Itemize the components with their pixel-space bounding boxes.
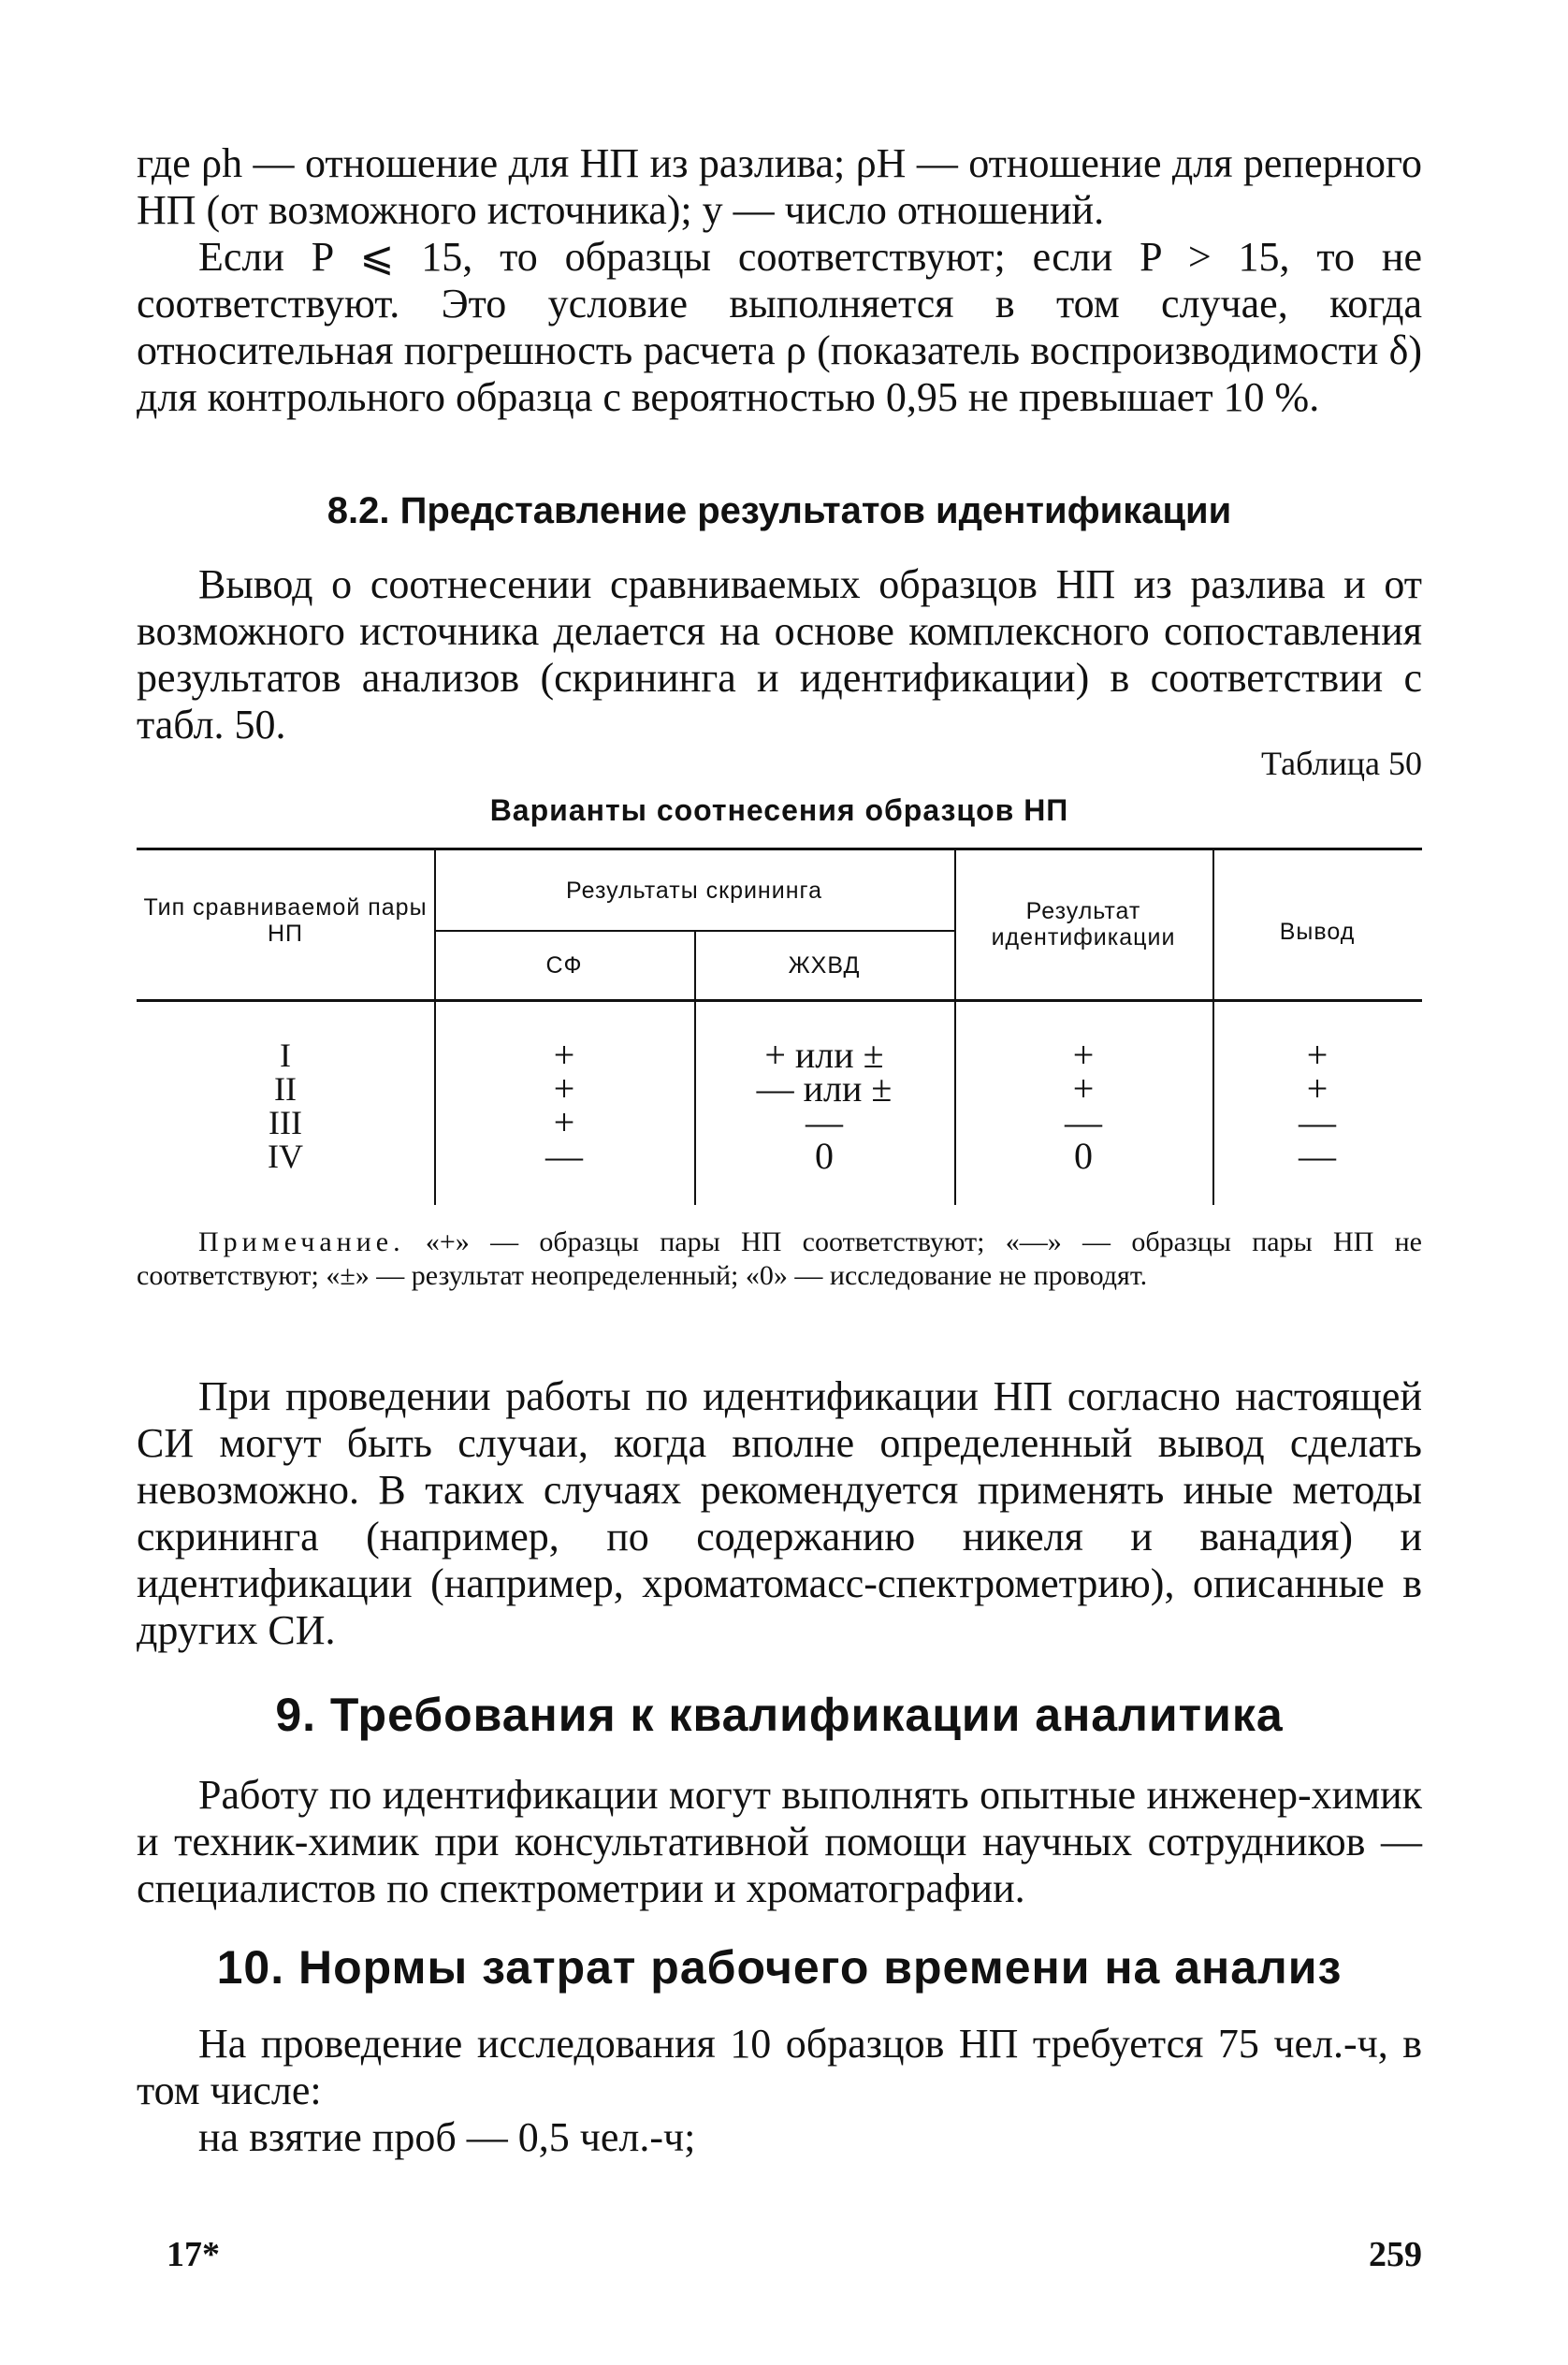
footer-signature: 17* (167, 2235, 220, 2274)
table-50 (137, 848, 1422, 1207)
table-caption (137, 745, 1422, 829)
table-rule-top (137, 848, 1422, 850)
section-heading-9 (137, 1688, 1422, 1742)
table-label: Таблица 50 (1261, 745, 1422, 782)
text-block-10 (137, 2021, 1422, 2161)
header-pair-type: Тип сравниваемой пары НП (143, 894, 428, 947)
header-zhkhvd: ЖХВД (788, 952, 861, 979)
column-conclusion: + + — — (1299, 1034, 1336, 1177)
paragraph-definitions: где ρh — отношение для НП из разлива; ρН — отношение для реперного НП (от возможного источника); y — число отношений. (137, 140, 1422, 233)
table-subheader-rule (434, 930, 954, 932)
section-title: 8.2. Представление результатов идентификации (327, 490, 1232, 531)
text-block-top (137, 140, 1422, 421)
section-heading-10 (137, 1940, 1422, 1995)
paragraph-sampling: на взятие проб — 0,5 чел.-ч; (198, 2114, 696, 2160)
header-screening: Результаты скрининга (566, 878, 822, 904)
column-sf: + + + — (545, 1034, 583, 1177)
section-heading-8-2 (137, 488, 1422, 533)
table-note (137, 1226, 1422, 1293)
header-identification: Результат идентификации (991, 898, 1176, 950)
table-title: Варианты соотнесения образцов НП (489, 793, 1069, 827)
text-block-9 (137, 1772, 1422, 1912)
column-zhkhvd: + или ± — или ± — 0 (756, 1034, 893, 1177)
paragraph-condition: Если P ⩽ 15, то образцы соответствуют; если P > 15, то не соответствуют. Это условие выполняется в том случае, когда относительная погрешность расчета ρ (показатель воспроизводимости δ) для контрольного образца с вероятностью 0,95 не превышает 10 %. (137, 234, 1422, 420)
column-identification: + + — 0 (1065, 1034, 1102, 1177)
note-text: «+» — образцы пары НП соответствуют; «—» — образцы пары НП не соответствуют; «±» — результат неопределенный; «0» — исследование не проводят. (137, 1226, 1422, 1291)
text-block-8-2 (137, 561, 1422, 748)
note-label: Примечание. (198, 1226, 405, 1257)
column-pair-type: I II III IV (268, 1037, 303, 1175)
header-sf: СФ (545, 952, 583, 979)
table-rule-header (137, 999, 1422, 1002)
paragraph-other-methods: При проведении работы по идентификации НП согласно настоящей СИ могут быть случаи, когда вполне определенный вывод сделать невозможно. В таких случаях рекомендуется применять иные методы скрининга (например, по содержанию никеля и ванадия) и идентификации (например, хроматомасс-спектрометрию), описанные в других СИ. (137, 1373, 1422, 1653)
paragraph-time-norms: На проведение исследования 10 образцов НП требуется 75 чел.-ч, в том числе: (137, 2021, 1422, 2113)
header-conclusion: Вывод (1279, 919, 1356, 945)
section-title: 9. Требования к квалификации аналитика (275, 1689, 1284, 1741)
section-title: 10. Нормы затрат рабочего времени на анализ (216, 1941, 1343, 1994)
paragraph-conclusion-basis: Вывод о соотнесении сравниваемых образцов НП из разлива и от возможного источника делается на основе комплексного сопоставления результатов анализов (скрининга и идентификации) в соответствии с табл. 50. (137, 561, 1422, 747)
text-block-remarks (137, 1373, 1422, 1654)
paragraph-qualification: Работу по идентификации могут выполнять опытные инженер-химик и техник-химик при консультативной помощи научных сотрудников — специалистов по спектрометрии и хроматографии. (137, 1772, 1422, 1911)
note-paragraph (137, 1226, 1422, 1293)
page-number: 259 (1369, 2235, 1422, 2274)
